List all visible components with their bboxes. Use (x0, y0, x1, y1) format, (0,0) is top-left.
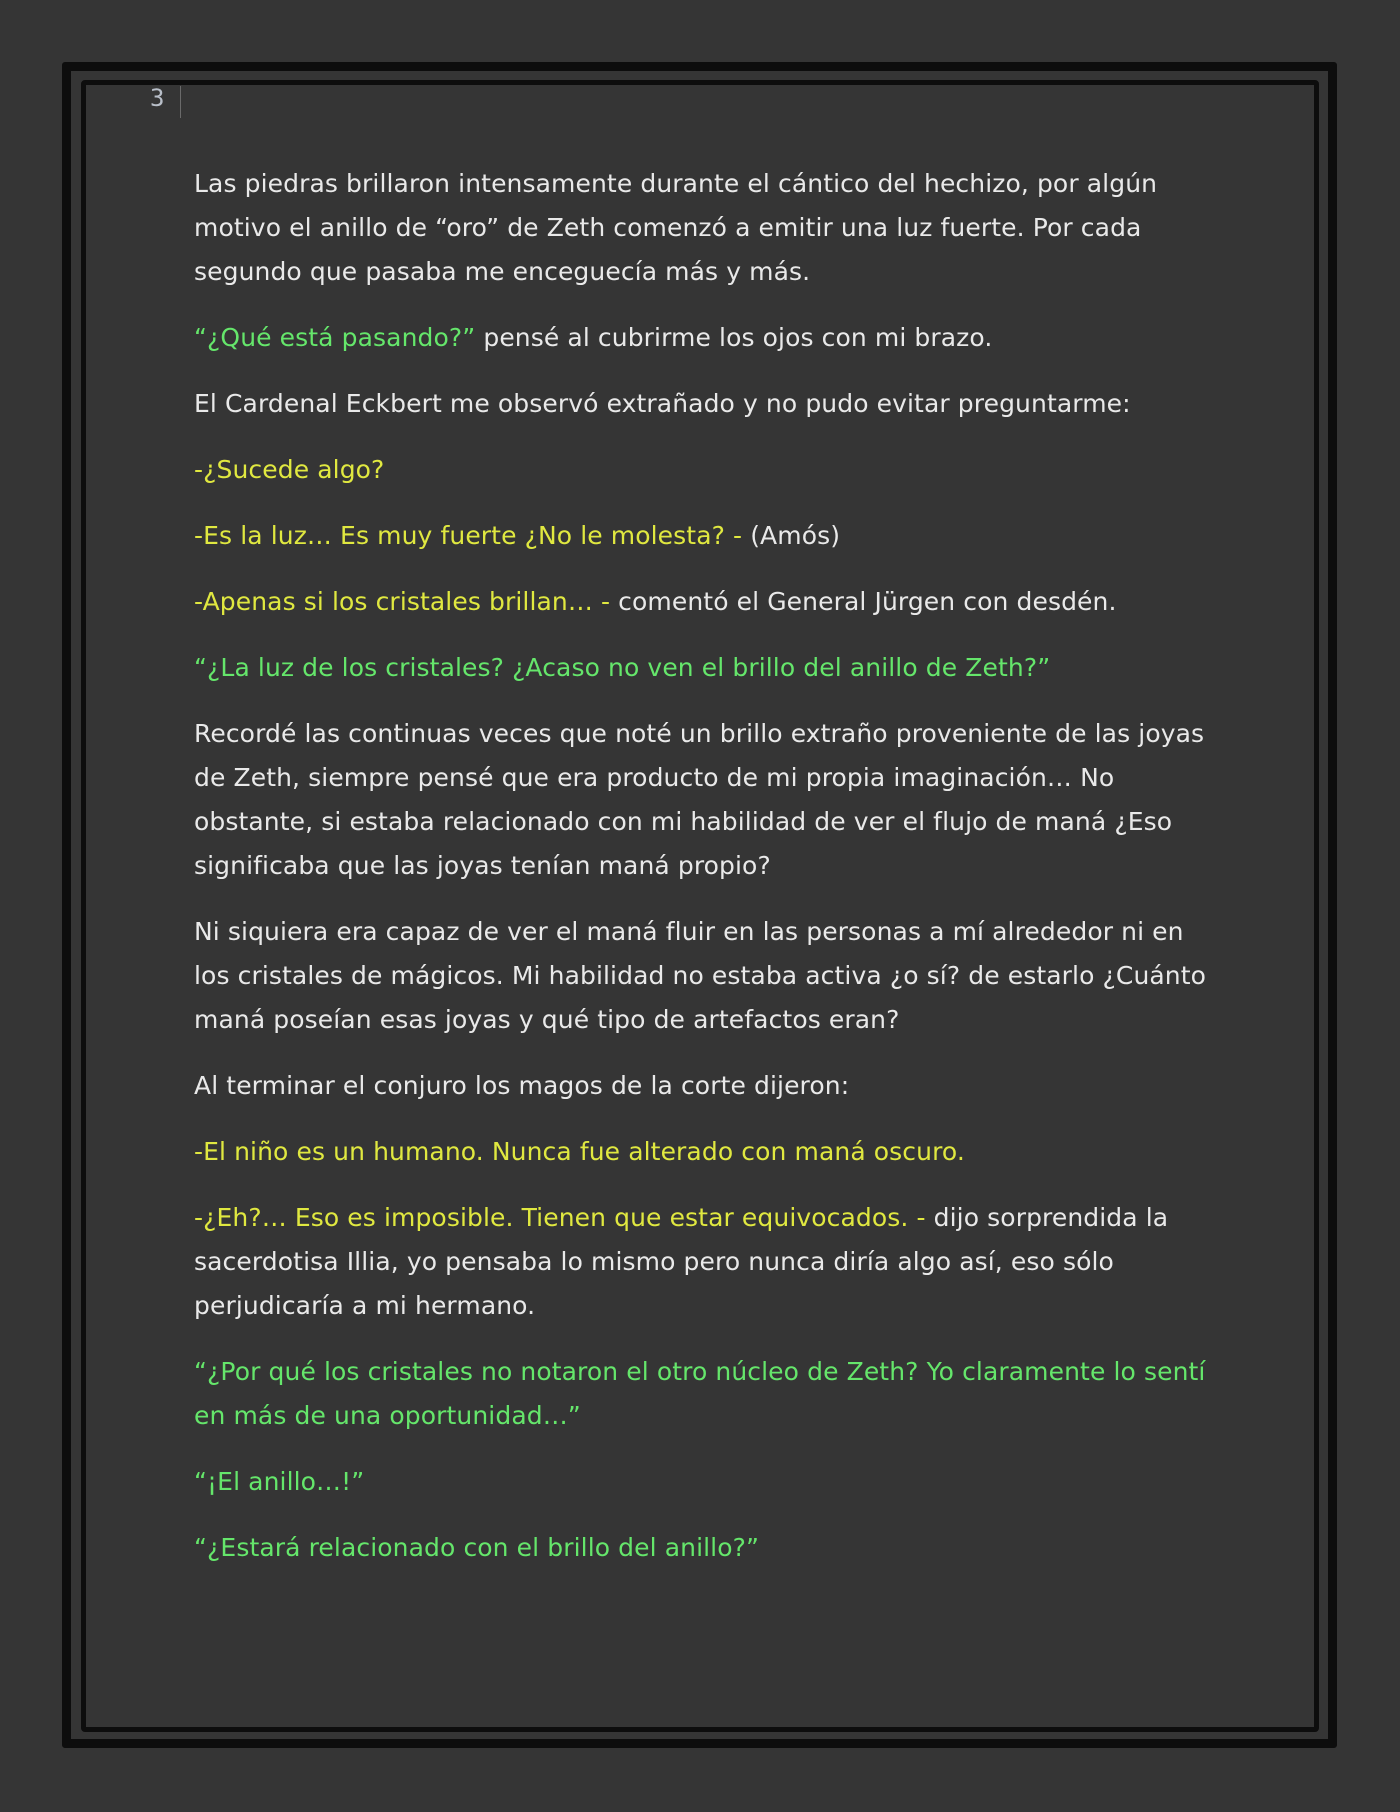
thought-text: “¿La luz de los cristales? ¿Acaso no ven el brillo del anillo de Zeth?” (194, 653, 1051, 682)
paragraph (194, 316, 1214, 360)
paragraph (194, 162, 1214, 294)
dialogue-text: -El niño es un humano. Nunca fue alterado con maná oscuro. (194, 1137, 965, 1166)
narration-text: comentó el General Jürgen con desdén. (610, 587, 1117, 616)
text-cursor (180, 86, 181, 118)
narration-text: Recordé las continuas veces que noté un brillo extraño proveniente de las joyas de Zeth, siempre pensé que era producto de mi propia imaginación… No obstante, si estaba relacionado con mi habilidad de ver el flujo de maná ¿Eso significaba que las joyas tenían maná propio? (194, 719, 1205, 880)
paragraph (194, 646, 1214, 690)
paragraph (194, 1526, 1214, 1570)
dialogue-text: -Apenas si los cristales brillan… - (194, 587, 611, 616)
page-number: 3 (150, 84, 165, 112)
thought-text: “¿Por qué los cristales no notaron el otro núcleo de Zeth? Yo claramente lo sentí en más de una oportunidad…” (194, 1357, 1206, 1430)
thought-text: “¡El anillo…!” (194, 1467, 365, 1496)
paragraph (194, 580, 1214, 624)
narration-text: Ni siquiera era capaz de ver el maná fluir en las personas a mí alrededor ni en los cristales de mágicos. Mi habilidad no estaba activa ¿o sí? de estarlo ¿Cuánto maná poseían esas joyas y qué tipo de artefactos eran? (194, 917, 1207, 1034)
paragraph (194, 1460, 1214, 1504)
dialogue-text: -Es la luz… Es muy fuerte ¿No le molesta? - (194, 521, 743, 550)
dialogue-text: -¿Sucede algo? (194, 455, 385, 484)
paragraph (194, 712, 1214, 888)
narration-text: dijo sorprendida la sacerdotisa Illia, yo pensaba lo mismo pero nunca diría algo así, eso sólo perjudicaría a mi hermano. (194, 1203, 1169, 1320)
narration-text: Al terminar el conjuro los magos de la corte dijeron: (194, 1071, 850, 1100)
paragraph (194, 448, 1214, 492)
narration-text: El Cardenal Eckbert me observó extrañado y no pudo evitar preguntarme: (194, 389, 1131, 418)
narration-text: Las piedras brillaron intensamente durante el cántico del hechizo, por algún motivo el anillo de “oro” de Zeth comenzó a emitir una luz fuerte. Por cada segundo que pasaba me enceguecía más y más. (194, 169, 1158, 286)
paragraph (194, 382, 1214, 426)
dialogue-text: -¿Eh?… Eso es imposible. Tienen que estar equivocados. - (194, 1203, 926, 1232)
paragraph (194, 910, 1214, 1042)
paragraph (194, 1350, 1214, 1438)
thought-text: “¿Estará relacionado con el brillo del anillo?” (194, 1533, 760, 1562)
paragraph (194, 1196, 1214, 1328)
paragraph (194, 1064, 1214, 1108)
paragraph (194, 1130, 1214, 1174)
thought-text: “¿Qué está pasando?” (194, 323, 476, 352)
paragraph (194, 514, 1214, 558)
story-text (194, 162, 1214, 1592)
narration-text: (Amós) (742, 521, 841, 550)
narration-text: pensé al cubrirme los ojos con mi brazo. (475, 323, 993, 352)
